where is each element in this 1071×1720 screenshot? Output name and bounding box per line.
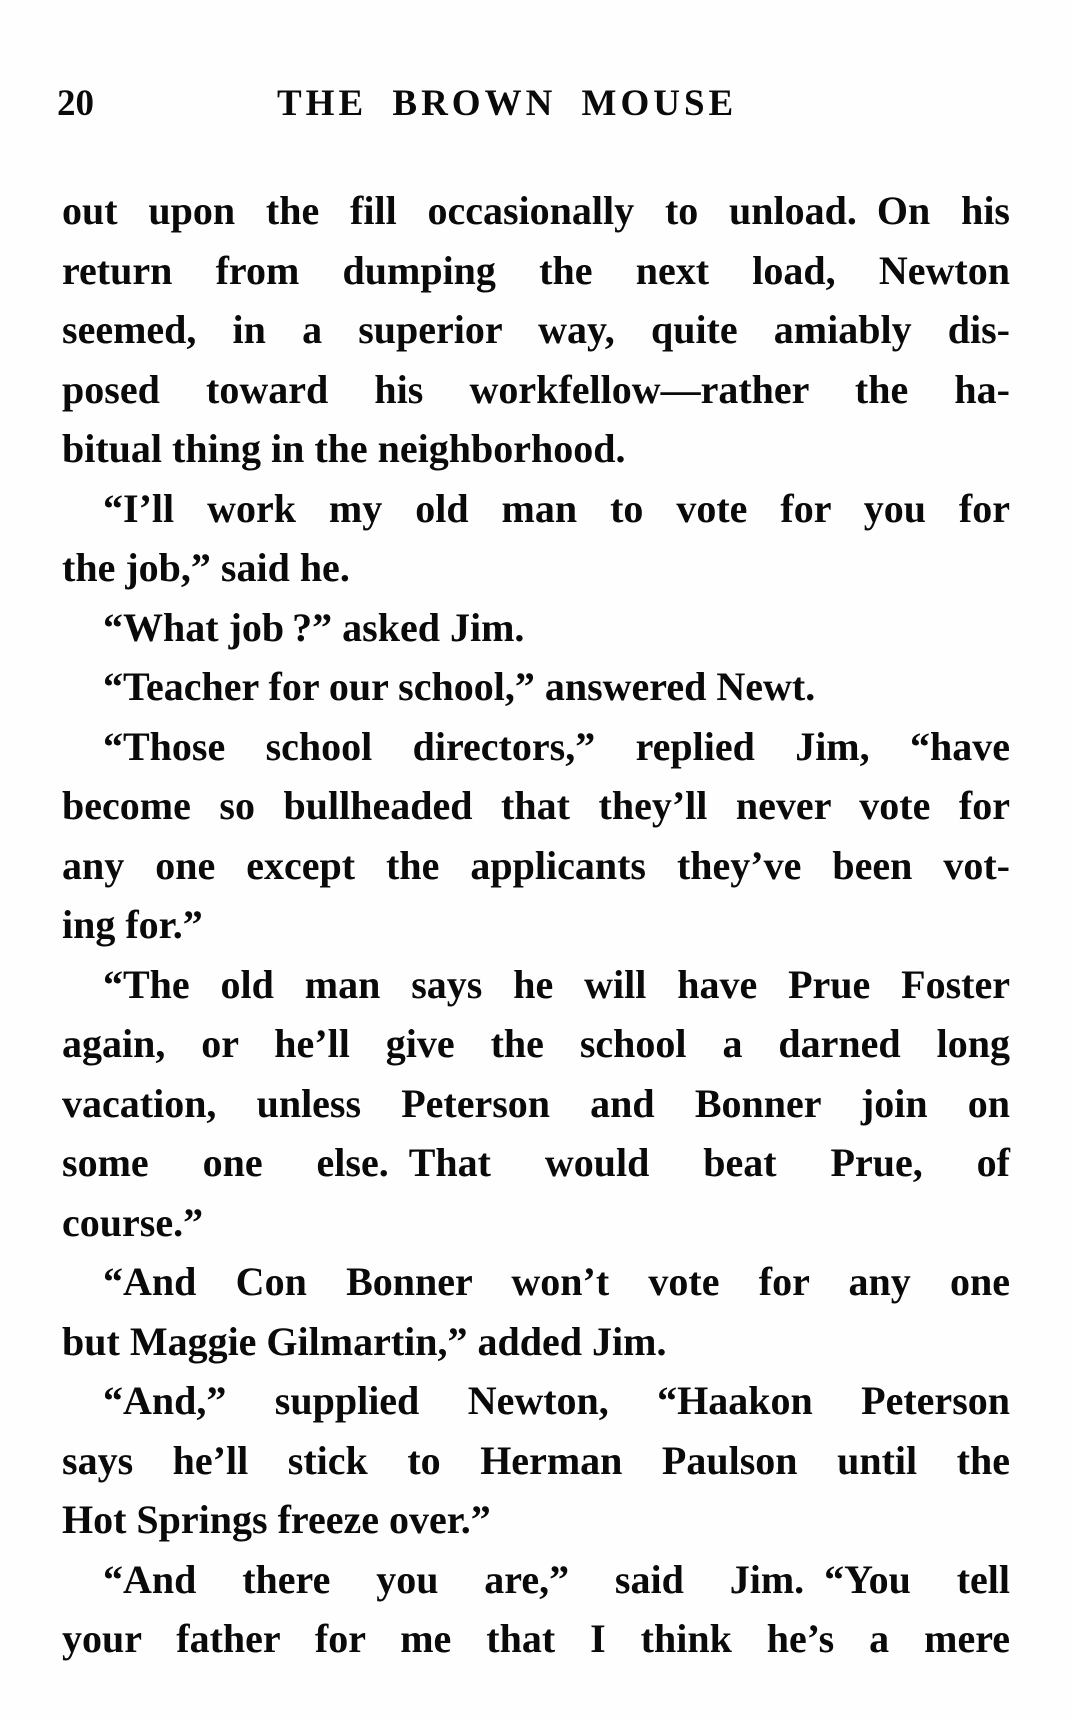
text-line: Hot Springs freeze over.” xyxy=(62,1497,491,1542)
text-line: bitual thing in the neighborhood. xyxy=(62,426,626,471)
running-title: THE BROWN MOUSE xyxy=(277,83,738,124)
text-line: again, or he’ll give the school a darned long xyxy=(62,1021,1010,1066)
text-line: return from dumping the next load, Newton xyxy=(62,247,1010,293)
text-line: out upon the fill occasionally to unload. On his xyxy=(62,188,1010,233)
text-line: ing for.” xyxy=(62,902,203,947)
text-lines xyxy=(62,181,1010,1669)
page-header xyxy=(0,82,1071,130)
text-line: become so bullheaded that they’ll never vote for xyxy=(62,783,1010,828)
text-line: “Teacher for our school,” answered Newt. xyxy=(103,664,816,709)
text-line: says he’ll stick to Herman Paulson until the xyxy=(62,1437,1010,1483)
text-line: any one except the applicants they’ve been vot- xyxy=(62,842,1010,888)
text-line: “I’ll work my old man to vote for you for xyxy=(103,485,1010,531)
text-line: “And Con Bonner won’t vote for any one xyxy=(103,1259,1010,1304)
text-line: some one else. That would beat Prue, of xyxy=(62,1140,1010,1185)
text-line: “And,” supplied Newton, “Haakon Peterson xyxy=(103,1378,1010,1423)
text-line: seemed, in a superior way, quite amiably dis- xyxy=(62,307,1010,352)
text-line: “Those school directors,” replied Jim, “have xyxy=(103,723,1010,769)
text-line: posed toward his workfellow—rather the ha- xyxy=(62,366,1010,412)
text-line: the job,” said he. xyxy=(62,545,350,590)
text-line: vacation, unless Peterson and Bonner join on xyxy=(62,1080,1010,1126)
text-line: “What job ?” asked Jim. xyxy=(103,604,525,650)
page-number: 20 xyxy=(57,83,94,124)
text-line: course.” xyxy=(62,1199,204,1245)
text-line: “And there you are,” said Jim. “You tell xyxy=(103,1556,1010,1602)
text-line: your father for me that I think he’s a mere xyxy=(62,1616,1010,1661)
text-line: but Maggie Gilmartin,” added Jim. xyxy=(62,1318,667,1364)
text-line: “The old man says he will have Prue Foster xyxy=(103,961,1010,1007)
